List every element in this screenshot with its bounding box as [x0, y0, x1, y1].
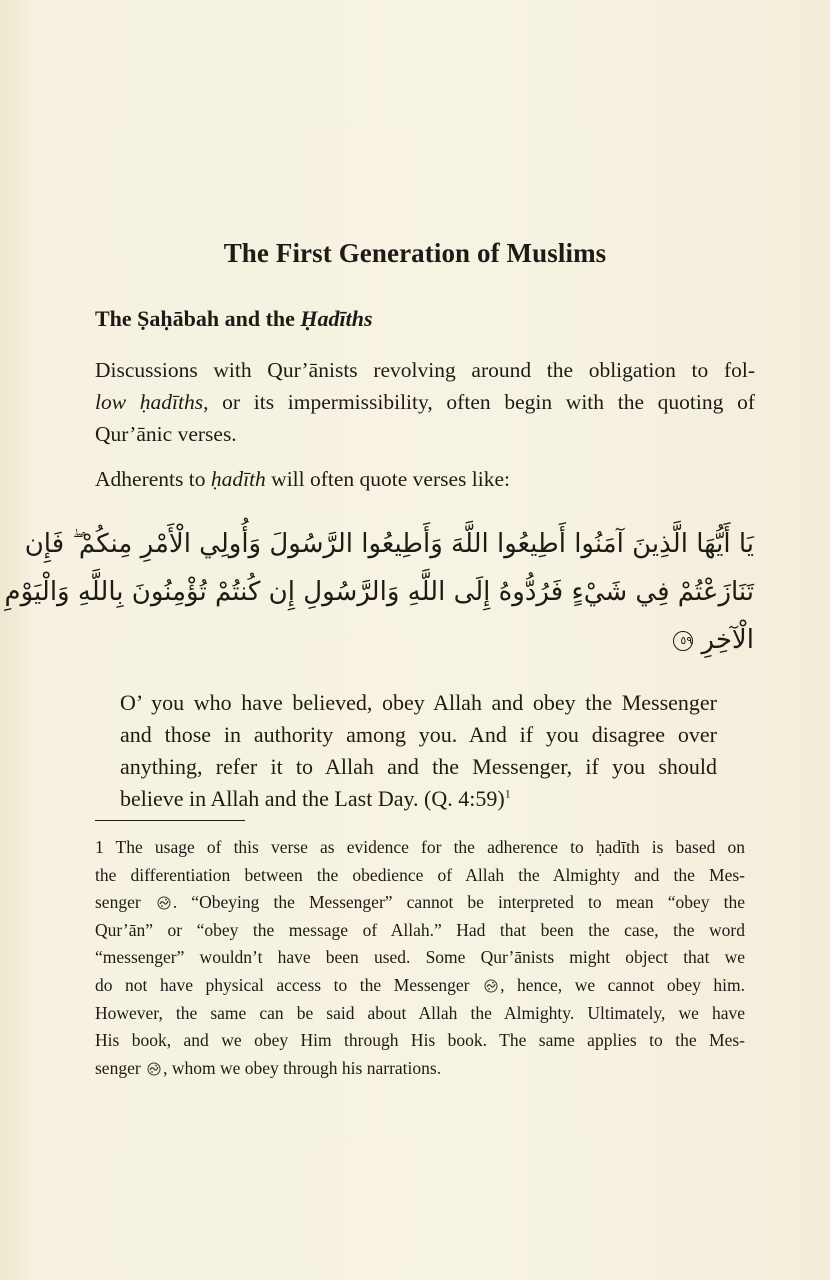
- footnote-line-9: [95, 1055, 745, 1083]
- footnote-line-4: Qur’ān” or “obey the message of Allah.” Had that been the case, the word: [95, 919, 745, 940]
- footnote-line-8: His book, and we obey Him through His book. The same applies to the Mes-: [95, 1030, 745, 1051]
- intro-line-2: [95, 386, 755, 418]
- footnote-line-7: However, the same can be said about Allah the Almighty. Ultimately, we have: [95, 1002, 745, 1023]
- intro-line-2-rest: , or its impermissibility, often begin with the quoting of: [203, 390, 755, 414]
- arabic-line-3: [118, 616, 754, 664]
- footnote-divider: [95, 820, 245, 821]
- footnote-line-3: [95, 889, 745, 917]
- translation-line-4-text: believe in Allah and the Last Day. (Q. 4:59): [120, 786, 505, 811]
- section-heading: [95, 306, 373, 332]
- translation-line-2: and those in authority among you. And if you disagree over: [120, 722, 717, 747]
- translation-line-1: O’ you who have believed, obey Allah and obey the Messenger: [120, 690, 717, 715]
- footnote-line-2: the differentiation between the obedience of Allah the Almighty and the Mes-: [95, 864, 745, 885]
- arabic-line-3-text: الْآخِرِ: [701, 625, 754, 655]
- lead-post: will often quote verses like:: [265, 467, 511, 491]
- footnote-line-3-a: senger: [95, 892, 141, 913]
- arabic-verse: [4, 520, 754, 664]
- salutation-icon: [156, 896, 172, 910]
- salutation-icon: [483, 979, 499, 993]
- lead-pre: Adherents to: [95, 467, 211, 491]
- footnote-line-6-a: do not have physical access to the Messenger: [95, 974, 470, 995]
- footnote-line-6: [95, 972, 745, 1000]
- footnote-reference: 1: [504, 786, 511, 801]
- section-heading-italic: Ḥadīths: [300, 306, 373, 331]
- intro-line-3: Qur’ānic verses.: [95, 422, 237, 446]
- salutation-icon: [146, 1062, 162, 1076]
- chapter-title: The First Generation of Muslims: [223, 238, 607, 268]
- footnote-line-5: “messenger” wouldn’t have been used. Some Qur’ānists might object that we: [95, 947, 745, 968]
- intro-italic-hadiths: low ḥadīths: [95, 390, 204, 414]
- section-heading-text: The Ṣaḥābah and the: [95, 306, 301, 331]
- footnote-line-6-b: , hence, we cannot obey him.: [500, 974, 745, 995]
- footnote-line-9-b: , whom we obey through his narrations.: [163, 1057, 442, 1078]
- arabic-line-2: تَنَازَعْتُمْ فِي شَيْءٍ فَرُدُّوهُ إِلَى اللَّهِ وَالرَّسُولِ إِن كُنتُمْ تُؤْمِنُونَ بِاللَّهِ وَالْيَوْمِ: [4, 577, 754, 607]
- verse-translation: [120, 687, 717, 815]
- lead-line: [95, 463, 755, 495]
- ayah-number-marker: ٥٩: [673, 631, 693, 651]
- footnote-line-9-a: senger: [95, 1057, 141, 1078]
- footnote-line-3-b: . “Obeying the Messenger” cannot be interpreted to mean “obey the: [172, 892, 746, 913]
- lead-paragraph: [95, 463, 755, 495]
- arabic-line-1: يَا أَيُّهَا الَّذِينَ آمَنُوا أَطِيعُوا اللَّهَ وَأَطِيعُوا الرَّسُولَ وَأُولِي الْأَمْرِ مِنكُمْ ۖ فَإِن: [24, 529, 754, 559]
- footnote-line-1: 1 The usage of this verse as evidence for the adherence to ḥadīth is based on: [95, 837, 745, 857]
- intro-paragraph: [95, 354, 755, 450]
- lead-italic-hadith: ḥadīth: [210, 467, 266, 491]
- translation-line-3: anything, refer it to Allah and the Messenger, if you should: [120, 754, 717, 779]
- footnote: [95, 834, 745, 1082]
- intro-line-1: Discussions with Qur’ānists revolving around the obligation to fol-: [95, 358, 755, 382]
- translation-line-4: [120, 783, 717, 815]
